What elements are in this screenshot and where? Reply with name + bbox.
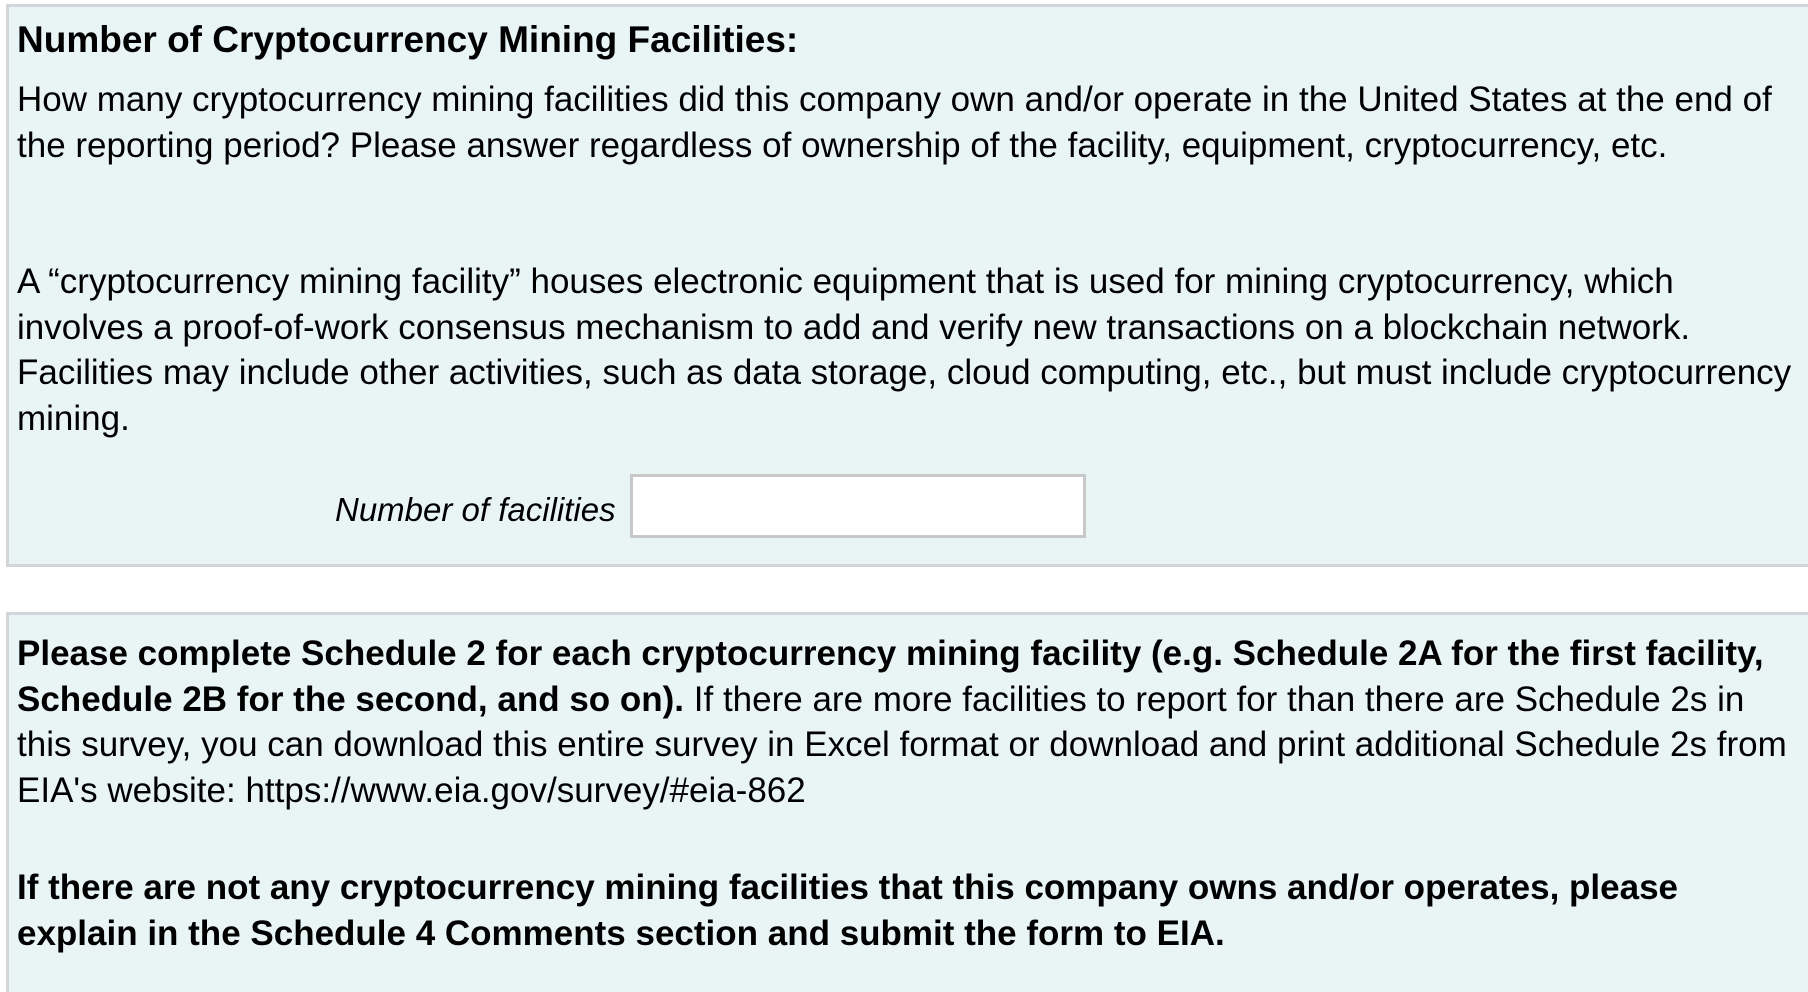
no-facilities-note: If there are not any cryptocurrency mining facilities that this company owns and/or operates, please explain in the Schedule 4 Comments section and submit the form to EIA. bbox=[17, 868, 1678, 953]
schedule-instructions-panel bbox=[6, 612, 1808, 992]
number-of-facilities-label: Number of facilities bbox=[335, 491, 616, 528]
question-text: How many cryptocurrency mining facilities did this company own and/or operate in the United States at the end of the reporting period? Please answer regardless of ownership of the facility, equipment, cryptocurrency, etc. bbox=[17, 80, 1772, 165]
facilities-count-panel bbox=[6, 4, 1808, 567]
schedule-2-instructions-bold: Please complete Schedule 2 for each cryptocurrency mining facility (e.g. Schedule 2A for the first facility, Schedule 2B for the second, and so on). bbox=[17, 634, 1764, 719]
schedule-2-instructions bbox=[17, 631, 1807, 813]
number-of-facilities-input[interactable] bbox=[630, 474, 1086, 538]
schedule-2-instructions-regular: If there are more facilities to report for than there are Schedule 2s in this survey, you can download this entire survey in Excel format or download and print additional Schedule 2s from EIA's website: https://www.eia.gov/survey/#eia-862 bbox=[17, 679, 1787, 810]
definition-text: A “cryptocurrency mining facility” houses electronic equipment that is used for mining cryptocurrency, which involves a proof-of-work consensus mechanism to add and verify new transactions on a blockchain network. Facilities may include other activities, such as data storage, cloud computing, etc., but must include cryptocurrency mining. bbox=[17, 262, 1792, 438]
section-title: Number of Cryptocurrency Mining Facilities: bbox=[17, 19, 799, 60]
